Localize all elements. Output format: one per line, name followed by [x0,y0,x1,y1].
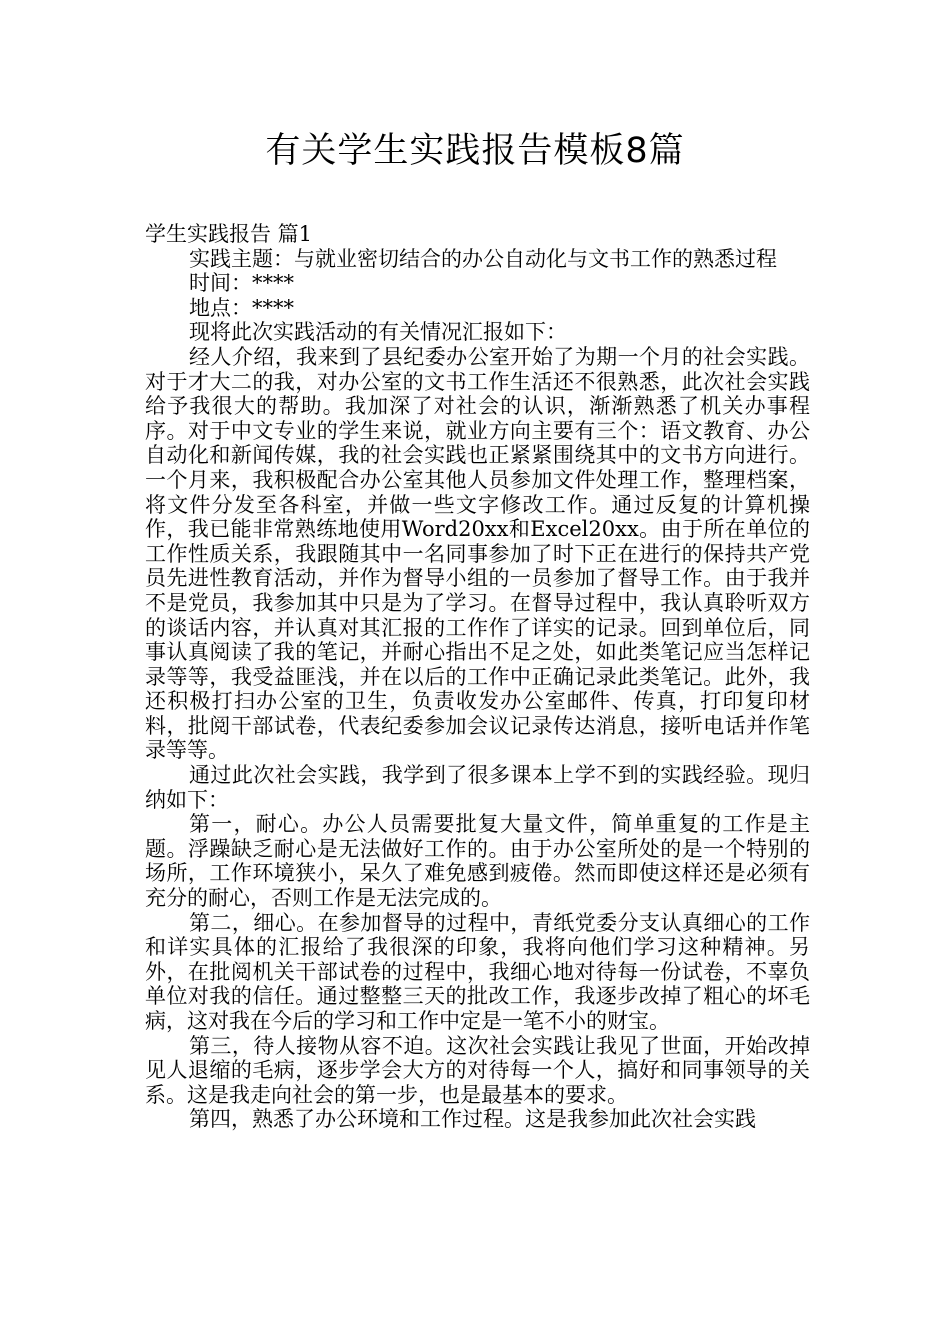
document-title: 有关学生实践报告模板8篇 [265,131,685,171]
paragraph-theme: 实践主题：与就业密切结合的办公自动化与文书工作的熟悉过程 [189,246,777,271]
paragraph-intro: 现将此次实践活动的有关情况汇报如下： [189,320,567,345]
paragraph-location: 地点：**** [189,295,294,320]
paragraph-time: 时间：**** [189,271,294,296]
paragraph-point-1: 第一，耐心。办公人员需要批复大量文件，简单重复的工作是主题。浮躁缺乏耐心是无法做好工作的。由于办公室所处的是一个特别的场所，工作环境狭小，呆久了难免感到疲倦。然而即使这样还是必须有充分的耐心，否则工作是无法完成的。 [145,812,810,911]
section-heading: 学生实践报告 篇1 [145,222,313,246]
paragraph-summary: 通过此次社会实践，我学到了很多课本上学不到的实践经验。现归纳如下： [145,763,810,812]
paragraph-point-3: 第三，待人接物从容不迫。这次社会实践让我见了世面，开始改掉见人退缩的毛病，逐步学会大方的对待每一个人，搞好和同事领导的关系。这是我走向社会的第一步，也是最基本的要求。 [145,1033,810,1107]
paragraph-point-2: 第二，细心。在参加督导的过程中，青纸党委分支认真细心的工作和详实具体的汇报给了我很深的印象，我将向他们学习这种精神。另外，在批阅机关干部试卷的过程中，我细心地对待每一份试卷，不辜负单位对我的信任。通过整整三天的批改工作，我逐步改掉了粗心的坏毛病，这对我在今后的学习和工作中定是一笔不小的财宝。 [145,910,810,1033]
paragraph-point-4: 第四，熟悉了办公环境和工作过程。这是我参加此次社会实践 [189,1107,756,1132]
paragraph-body: 经人介绍，我来到了县纪委办公室开始了为期一个月的社会实践。对于才大二的我，对办公室的文书工作生活还不很熟悉，此次社会实践给予我很大的帮助。我加深了对社会的认识，渐渐熟悉了机关办事程序。对于中文专业的学生来说，就业方向主要有三个：语文教育、办公自动化和新闻传媒，我的社会实践也正紧紧围绕其中的文书方向进行。一个月来，我积极配合办公室其他人员参加文件处理工作，整理档案，将文件分发至各科室，并做一些文字修改工作。通过反复的计算机操作，我已能非常熟练地使用Word20xx和Excel20xx。由于所在单位的工作性质关系，我跟随其中一名同事参加了时下正在进行的保持共产党员先进性教育活动，并作为督导小组的一员参加了督导工作。由于我并不是党员，我参加其中只是为了学习。在督导过程中，我认真聆听双方的谈话内容，并认真对其汇报的工作作了详实的记录。回到单位后，同事认真阅读了我的笔记，并耐心指出不足之处，如此类笔记应当怎样记录等等，我受益匪浅，并在以后的工作中正确记录此类笔记。此外，我还积极打扫办公室的卫生，负责收发办公室邮件、传真，打印复印材料，批阅干部试卷，代表纪委参加会议记录传达消息，接听电话并作笔录等等。 [145,344,810,763]
document-body [145,222,810,1132]
